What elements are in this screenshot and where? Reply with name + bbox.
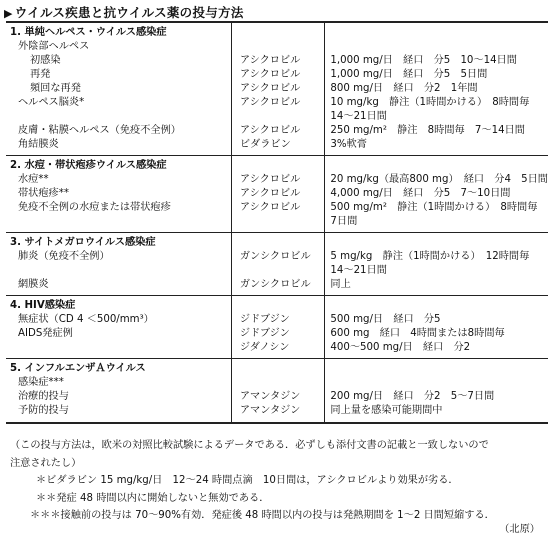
condition-cell: 予防的投与 (6, 404, 231, 423)
section-heading: 3. サイトメガロウイルス感染症 (6, 233, 231, 251)
footnote-triple-star: ＊＊＊接触前の投与は 70～90%有効．発症後 48 時間以内の投与は発熱期間を 1～2 日間短縮する． (30, 510, 495, 521)
dosage-cell (325, 376, 548, 390)
condition-cell: 無症状（CD 4 ＜500/mm³） (6, 313, 231, 327)
dosage-cell: 7日間 (330, 216, 358, 227)
drug-cell: ビダラビン (231, 138, 325, 156)
table-row (6, 390, 548, 404)
dosage-cell: 500 mg/日 経口 分5 (330, 314, 441, 325)
dosage-cell: 800 mg/日 経口 分2 1年間 (330, 83, 478, 94)
author-credit: （北原） (499, 524, 540, 535)
table-row (6, 124, 548, 138)
drug-cell: アマンタジン (231, 390, 325, 404)
antiviral-dosing-table (6, 21, 548, 424)
table-row (6, 278, 548, 296)
dosage-cell: 14～21日間 (330, 265, 387, 276)
section-heading: 2. 水痘・帯状疱疹ウイルス感染症 (6, 156, 231, 174)
dosage-cell: 1,000 mg/日 経口 分5 5日間 (330, 69, 488, 80)
drug-cell: アシクロビル (231, 82, 325, 96)
footnote-double-star: ＊＊発症 48 時間以内に開始しないと無効である． (36, 492, 270, 504)
condition-cell: 肺炎（免疫不全例） (6, 250, 231, 264)
condition-cell: 感染症*** (6, 376, 231, 390)
drug-cell (231, 40, 325, 54)
section-heading-row (6, 233, 548, 251)
table-row (6, 82, 548, 96)
drug-cell: アシクロビル (231, 68, 325, 82)
condition-cell: 免疫不全例の水痘または帯状疱疹 (6, 201, 231, 215)
footnote-single-star: ＊ビダラビン 15 mg/kg/日 12～24 時間点滴 10日間は，アシクロビルより効果が劣る． (36, 475, 459, 486)
dosage-cell: 400～500 mg/日 経口 分2 (330, 342, 471, 353)
drug-cell (231, 376, 325, 390)
dosage-cell: 10 mg/kg 静注（1時間かける） 8時間毎 (330, 97, 530, 108)
table-row (6, 327, 548, 341)
condition-cell: ヘルペス脳炎* (6, 96, 231, 110)
table-row (6, 54, 548, 68)
table-row (6, 187, 548, 201)
drug-cell: ガンシクロビル (231, 250, 325, 264)
drug-cell: アマンタジン (231, 404, 325, 423)
condition-cell: 治療的投与 (6, 390, 231, 404)
dosage-cell: 同上 (330, 279, 351, 290)
note-line-2: 注意されたし） (10, 457, 82, 469)
condition-cell: 再発 (6, 68, 231, 82)
condition-cell (6, 215, 231, 233)
drug-cell: ジダノシン (231, 341, 325, 359)
condition-cell: 皮膚・粘膜ヘルペス（免疫不全例） (6, 124, 231, 138)
dosage-cell (325, 40, 548, 54)
section-heading-row (6, 22, 548, 40)
drug-cell: ジドブジン (231, 313, 325, 327)
table-row (6, 250, 548, 264)
condition-cell: 帯状疱疹** (6, 187, 231, 201)
drug-cell: アシクロビル (231, 187, 325, 201)
table-row (6, 201, 548, 215)
table-row (6, 138, 548, 156)
drug-cell (231, 110, 325, 124)
triangle-right-icon: ▶ (4, 7, 13, 20)
drug-cell (231, 215, 325, 233)
section-heading: 4. HIV感染症 (6, 296, 231, 314)
section-heading: 1. 単純ヘルペス・ウイルス感染症 (6, 22, 231, 40)
title-text: ウイルス疾患と抗ウイルス薬の投与方法 (14, 5, 244, 20)
section-heading-row (6, 296, 548, 314)
dosage-cell: 500 mg/m² 静注（1時間かける） 8時間毎 (330, 202, 538, 213)
condition-cell (6, 110, 231, 124)
table-row (6, 110, 548, 124)
table-row (6, 376, 548, 390)
drug-cell: アシクロビル (231, 54, 325, 68)
dosage-cell: 5 mg/kg 静注（1時間かける） 12時間毎 (330, 251, 530, 262)
document-title (4, 3, 244, 21)
table-row (6, 404, 548, 423)
condition-cell: 初感染 (6, 54, 231, 68)
section-heading-row (6, 156, 548, 174)
table-row (6, 313, 548, 327)
condition-cell: AIDS発症例 (6, 327, 231, 341)
table-row (6, 68, 548, 82)
table-row (6, 173, 548, 187)
drug-cell: アシクロビル (231, 201, 325, 215)
drug-cell: アシクロビル (231, 124, 325, 138)
dosage-cell: 同上量を感染可能期間中 (325, 404, 548, 423)
condition-cell (6, 264, 231, 278)
dosage-cell: 3%軟膏 (330, 139, 367, 150)
condition-cell: 水痘** (6, 173, 231, 187)
section-heading-row (6, 359, 548, 377)
section-heading: 5. インフルエンザＡウイルス (6, 359, 231, 377)
table-row (6, 96, 548, 110)
dosage-cell: 14～21日間 (330, 111, 387, 122)
drug-cell: ジドブジン (231, 327, 325, 341)
drug-cell (231, 264, 325, 278)
drug-cell: ガンシクロビル (231, 278, 325, 296)
dosage-cell: 600 mg 経口 4時間または8時間毎 (330, 328, 505, 339)
dosage-cell: 4,000 mg/日 経口 分5 7～10日間 (330, 188, 511, 199)
table-row (6, 341, 548, 359)
condition-cell: 頻回な再発 (6, 82, 231, 96)
condition-cell: 角結膜炎 (6, 138, 231, 156)
dosage-cell: 200 mg/日 経口 分2 5～7日間 (330, 391, 495, 402)
dosage-cell: 20 mg/kg（最高800 mg） 経口 分4 5日間 (330, 174, 548, 185)
condition-cell: 外陰部ヘルペス (6, 40, 231, 54)
drug-cell: アシクロビル (231, 173, 325, 187)
note-line-1: （この投与方法は，欧米の対照比較試験によるデータである．必ずしも添付文書の記載と一致しないので (10, 440, 489, 451)
dosage-cell: 1,000 mg/日 経口 分5 10～14日間 (330, 55, 517, 66)
dosage-cell: 250 mg/m² 静注 8時間毎 7～14日間 (330, 125, 525, 136)
condition-cell (6, 341, 231, 359)
table-row (6, 40, 548, 54)
footnotes (10, 437, 546, 525)
drug-cell: アシクロビル (231, 96, 325, 110)
condition-cell: 網膜炎 (6, 278, 231, 296)
table-row (6, 215, 548, 233)
table-row (6, 264, 548, 278)
